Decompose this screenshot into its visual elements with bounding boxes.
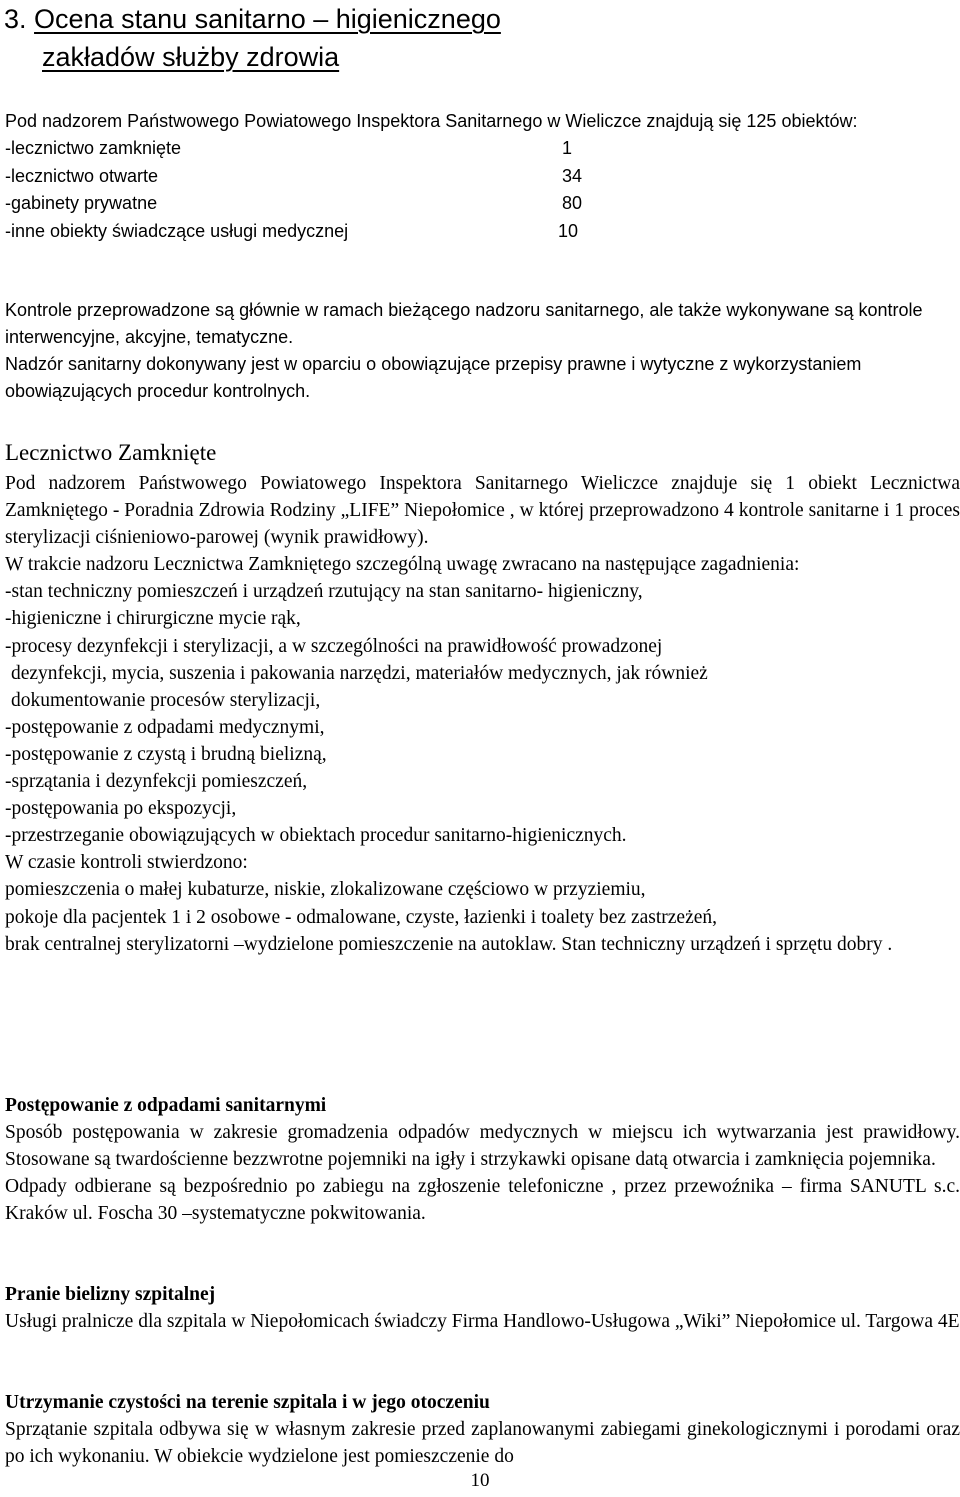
waste-section: [5, 1092, 960, 1227]
object-label: -inne obiekty świadczące usługi medycznej: [5, 220, 349, 241]
laundry-section: [5, 1281, 960, 1335]
intro-paragraph-1: Pod nadzorem Państwowego Powiatowego Inspektora Sanitarnego w Wieliczce znajdują się 125 obiektów:: [5, 111, 858, 131]
section-title-line-2: zakładów służby zdrowia: [42, 42, 340, 72]
objects-list-item: [5, 135, 960, 163]
waste-title: Postępowanie z odpadami sanitarnymi: [5, 1095, 327, 1116]
laundry-paragraph: Usługi pralnicze dla szpitala w Niepołomicach świadczy Firma Handlowo-Usługowa „Wiki” Niepołomice ul. Targowa 4E: [5, 1311, 960, 1333]
cleaning-paragraph: Sprzątanie szpitala odbywa się w własnym zakresie przed zaplanowanymi zabiegami ginekologicznymi i porodami oraz po ich wykonaniu. W obiekcie wydzielone jest pomieszczenie do: [5, 1419, 960, 1468]
object-count: 80: [562, 193, 583, 213]
list-item: -postępowanie z czystą i brudną bielizną,: [5, 743, 327, 765]
list-item: -higieniczne i chirurgiczne mycie rąk,: [5, 608, 301, 630]
page-number: 10: [470, 1470, 490, 1491]
list-item: -przestrzeganie obowiązujących w obiektach procedur sanitarno-higienicznych.: [5, 825, 627, 847]
list-item: -postępowania po ekspozycji,: [5, 798, 237, 820]
findings-intro: W czasie kontroli stwierdzono:: [5, 852, 248, 874]
finding-item: pokoje dla pacjentek 1 i 2 osobowe - odmalowane, czyste, łazienki i toalety bez zastrzeżeń,: [5, 906, 718, 928]
object-label: -lecznictwo otwarte: [5, 165, 159, 186]
intro-paragraph-2: Kontrole przeprowadzone są głównie w ramach bieżącego nadzoru sanitarnego, ale także wykonywane są kontrole interwencyjne, akcyjne, tematyczne.: [5, 300, 923, 347]
list-item: -stan techniczny pomieszczeń i urządzeń rzutujący na stan sanitarno- higieniczny,: [5, 581, 643, 603]
findings-list: [5, 876, 960, 957]
closed-care-paragraph-1: Pod nadzorem Państwowego Powiatowego Inspektora Sanitarnego Wieliczce znajduje się 1 obiekt Lecznictwa Zamkniętego - Poradnia Zdrowia Rodziny „LIFE” Niepołomice , w której przeprowadzono 4 kontrole sanitarne i 1 proces sterylizacji ciśnieniowo-parowej (wynik prawidłowy).: [5, 473, 960, 549]
section-heading: [4, 0, 501, 76]
object-count: 1: [562, 138, 573, 158]
list-item: dezynfekcji, mycia, suszenia i pakowania narzędzi, materiałów medycznych, jak również: [11, 662, 708, 684]
closed-care-title: Lecznictwo Zamknięte: [5, 440, 217, 465]
waste-paragraph-1: Sposób postępowania w zakresie gromadzenia odpadów medycznych w miejscu ich wytwarzania jest prawidłowy. Stosowane są twardościenne bezzwrotne pojemniki na igły i strzykawki opisane datą otwarcia i zamknięcia pojemnika.: [5, 1122, 960, 1171]
section-number: 3.: [4, 4, 27, 34]
cleaning-title: Utrzymanie czystości na terenie szpitala i w jego otoczeniu: [5, 1392, 490, 1413]
inspection-topics-list: [5, 578, 960, 849]
cleaning-section: [5, 1389, 960, 1470]
intro-section: [5, 108, 960, 245]
objects-list-item: [5, 163, 960, 191]
intro-section-controls: [5, 297, 960, 405]
list-item: -procesy dezynfekcji i sterylizacji, a w szczególności na prawidłowość prowadzonej: [5, 635, 663, 657]
laundry-title: Pranie bielizny szpitalnej: [5, 1284, 216, 1305]
objects-list-item: [5, 218, 960, 246]
objects-list-item: [5, 190, 960, 218]
section-title-line-1: Ocena stanu sanitarno – higienicznego: [34, 4, 501, 34]
closed-care-paragraph-2: W trakcie nadzoru Lecznictwa Zamkniętego szczególną uwagę zwracano na następujące zagadnienia:: [5, 554, 800, 576]
objects-list: [5, 135, 960, 245]
list-item: -sprzątania i dezynfekcji pomieszczeń,: [5, 771, 308, 793]
finding-item: pomieszczenia o małej kubaturze, niskie, zlokalizowane częściowo w przyziemiu,: [5, 879, 646, 901]
object-label: -lecznictwo zamknięte: [5, 138, 182, 158]
list-item: -postępowanie z odpadami medycznymi,: [5, 716, 325, 738]
object-count: 10: [558, 220, 579, 241]
object-count: 34: [562, 165, 583, 186]
list-item: dokumentowanie procesów sterylizacji,: [11, 689, 321, 711]
waste-paragraph-2: Odpady odbierane są bezpośrednio po zabiegu na zgłoszenie telefoniczne , przez przewoźnika – firma SANUTL s.c. Kraków ul. Foscha 30 –systematyczne pokwitowania.: [5, 1176, 960, 1225]
finding-item: brak centralnej sterylizatorni –wydzielone pomieszczenie na autoklaw. Stan techniczny urządzeń i sprzętu dobry .: [5, 933, 893, 955]
intro-paragraph-3: Nadzór sanitarny dokonywany jest w oparciu o obowiązujące przepisy prawne i wytyczne z wykorzystaniem obowiązujących procedur kontrolnych.: [5, 354, 862, 401]
closed-care-section: [5, 436, 960, 958]
object-label: -gabinety prywatne: [5, 193, 158, 213]
